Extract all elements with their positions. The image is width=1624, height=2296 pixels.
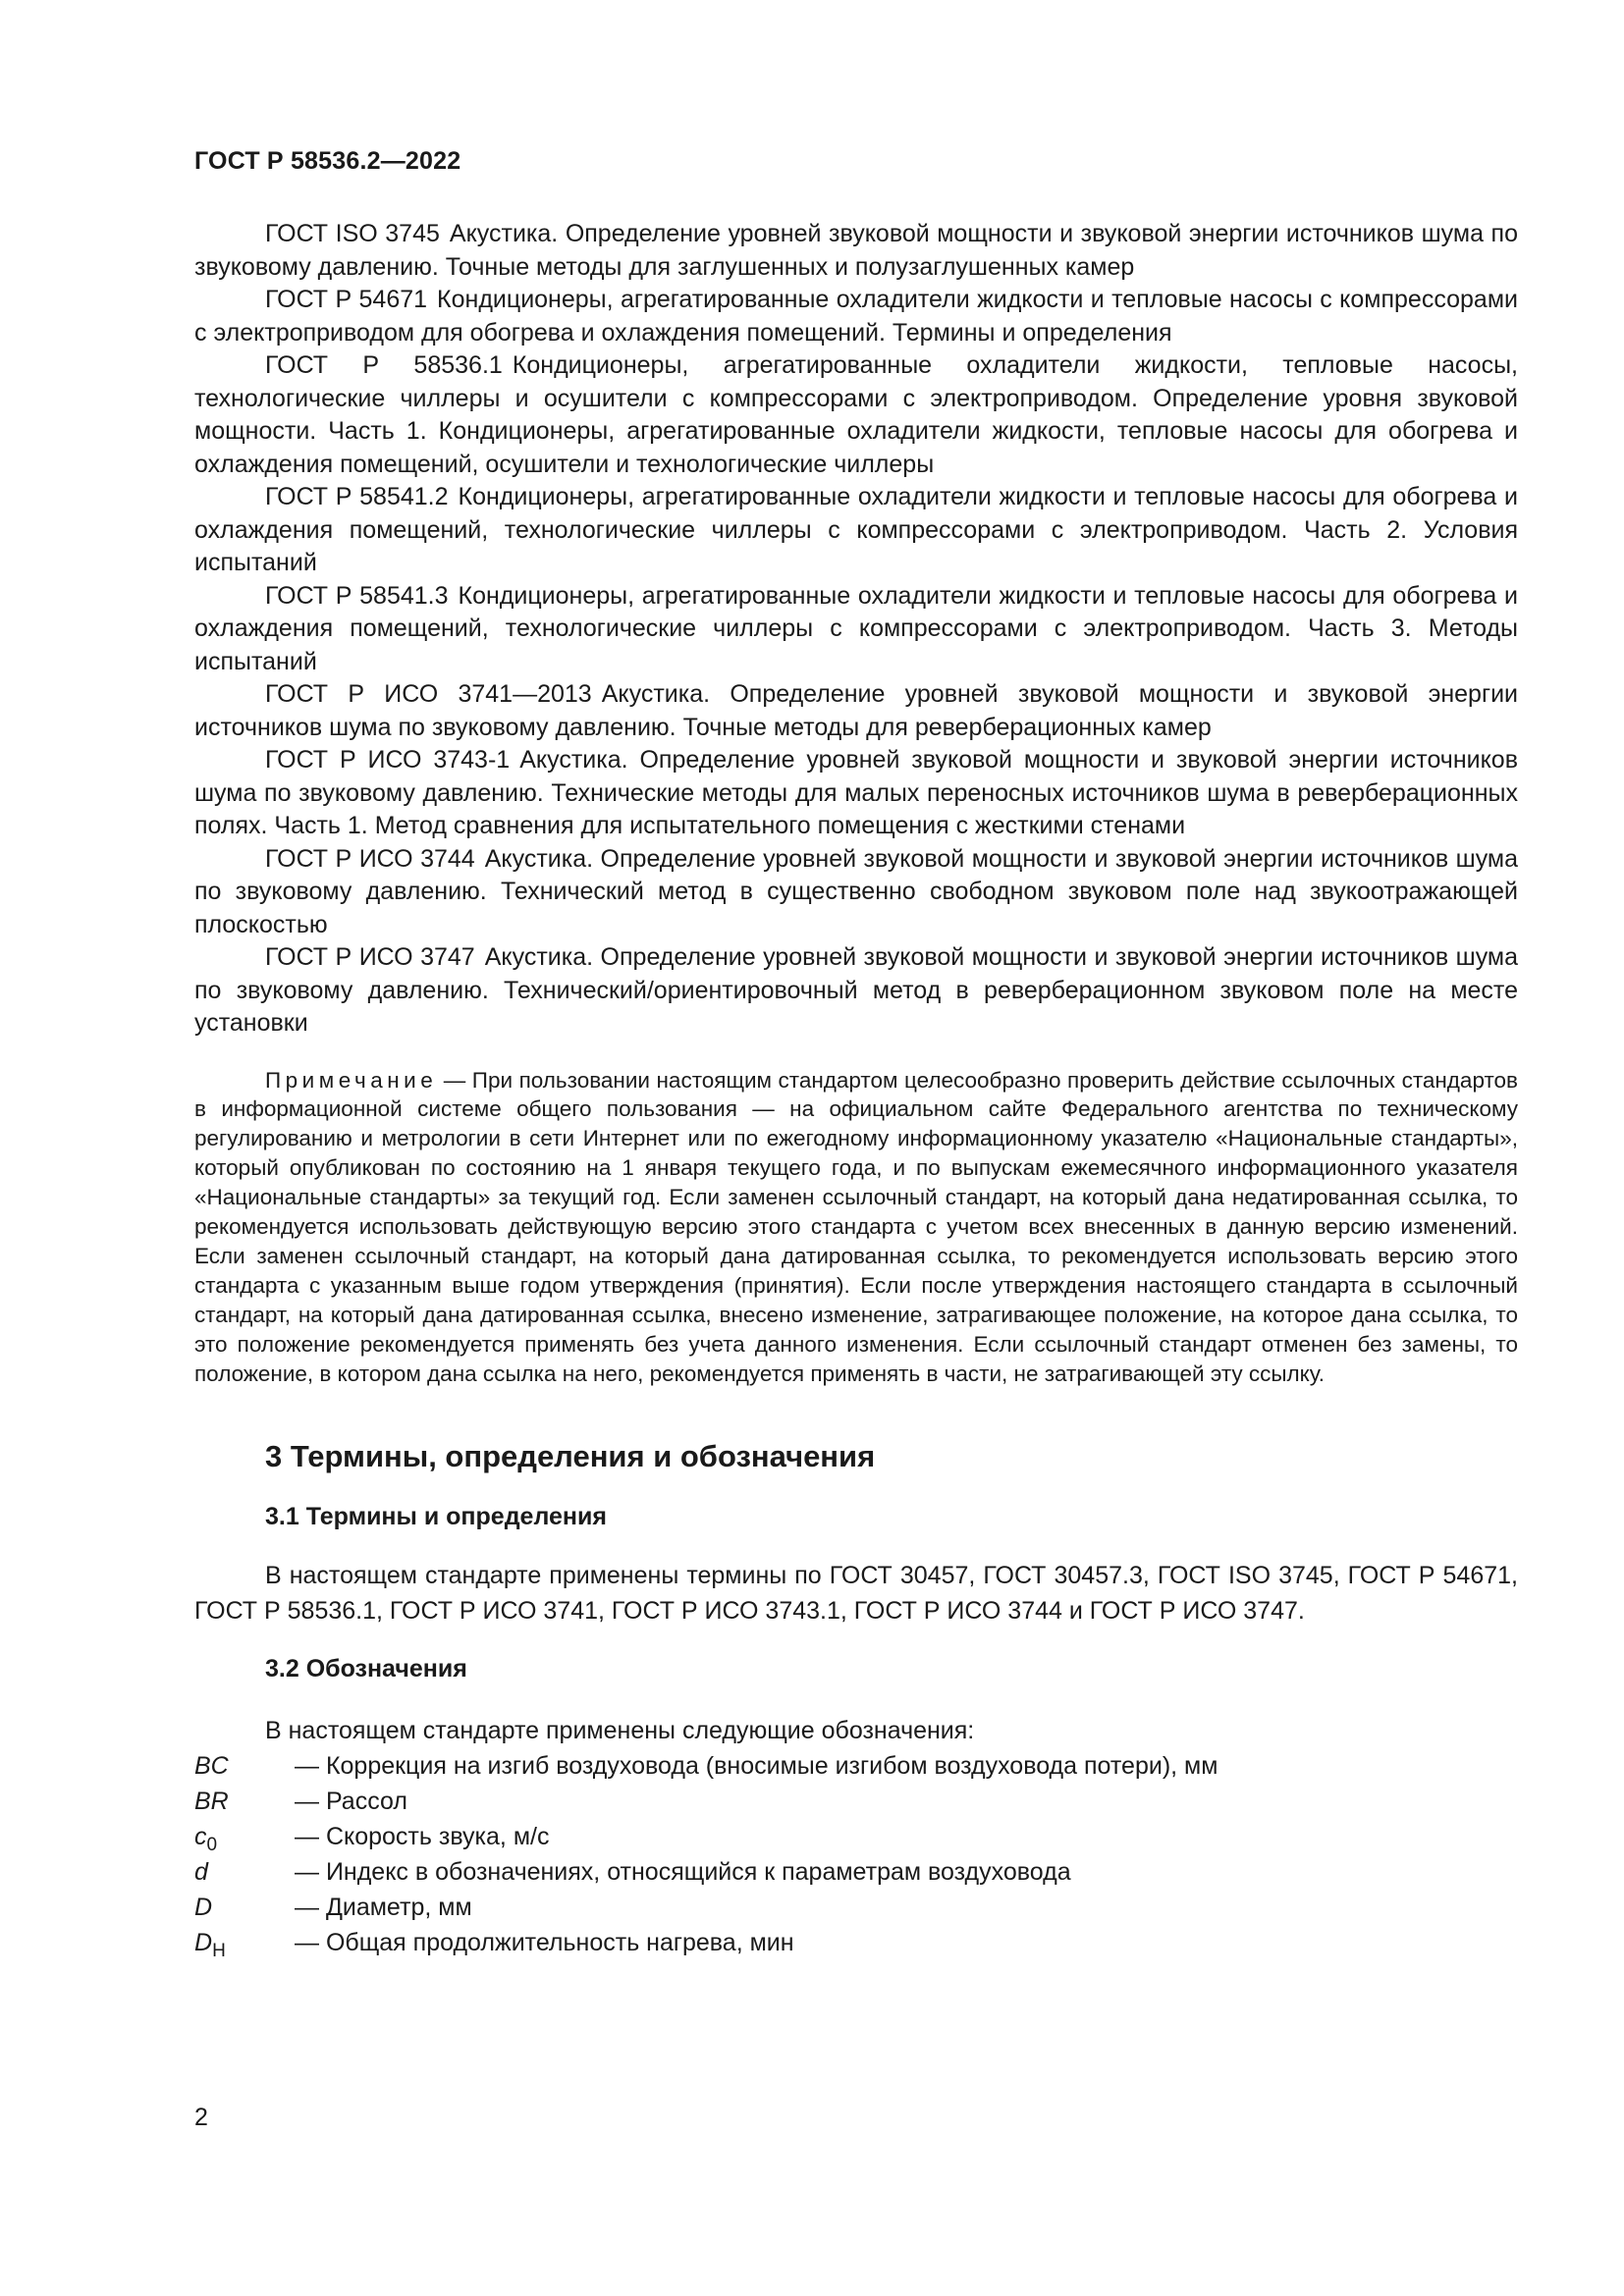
reference-text: Кондиционеры, агрегатированные охладители жидкости и тепловые насосы с компрессорами с электроприводом для обогрева и охлаждения помещений. Термины и определения xyxy=(194,286,1518,347)
reference-code: ГОСТ ISO 3745 xyxy=(265,220,440,247)
document-header: ГОСТ Р 58536.2—2022 xyxy=(194,147,461,175)
document-page xyxy=(194,147,1518,1960)
reference-text: Кондиционеры, агрегатированные охладители жидкости и тепловые насосы для обогрева и охлаждения помещений, технологические чиллеры с компрессорами с электроприводом. Часть 3. Методы испытаний xyxy=(194,581,1518,675)
reference-code: ГОСТ Р 54671 xyxy=(265,286,428,313)
symbol-row xyxy=(194,1748,1518,1784)
symbol: $c_0$ xyxy=(194,1823,218,1856)
symbol-definition: — Индекс в обозначениях, относящийся к параметрам воздуховода xyxy=(295,1858,1071,1887)
reference-code: ГОСТ Р 58541.2 xyxy=(265,483,449,510)
reference-item xyxy=(194,284,1518,349)
symbol-row xyxy=(194,1925,1518,1960)
symbol: BC xyxy=(194,1752,229,1781)
reference-code: ГОСТ Р 58541.3 xyxy=(265,581,449,610)
reference-code: ГОСТ Р ИСО 3741—2013 xyxy=(265,680,592,708)
reference-text: Акустика. Определение уровней звуковой мощности и звуковой энергии источников шума по звуковому давлению. Технический/ориентировочный метод в реверберационном звуковом поле на месте установки xyxy=(194,943,1518,1037)
reference-text: Акустика. Определение уровней звуковой мощности и звуковой энергии источников шума по звуковому давлению. Технический метод в существенно свободном звуковом поле над звукоотражающей плоскостью xyxy=(194,844,1518,938)
symbol: BR xyxy=(194,1788,229,1816)
symbol-definition: — Общая продолжительность нагрева, мин xyxy=(295,1929,794,1957)
subsection-title-terms: 3.1 Термины и определения xyxy=(265,1503,607,1531)
reference-item xyxy=(194,941,1518,1041)
reference-code: ГОСТ Р ИСО 3743-1 xyxy=(265,746,511,774)
symbol-row xyxy=(194,1890,1518,1925)
reference-text: Акустика. Определение уровней звуковой мощности и звуковой энергии источников шума по звуковому давлению. Технические методы для малых переносных источников шума в реверберационных полях. Часть 1. Метод сравнения для испытательного помещения с жесткими стенами xyxy=(194,746,1518,839)
reference-item xyxy=(194,481,1518,580)
reference-text: Акустика. Определение уровней звуковой мощности и звуковой энергии источников шума по звуковому давлению. Точные методы для реверберационных камер xyxy=(194,680,1518,741)
reference-code: ГОСТ Р 58536.1 xyxy=(265,351,503,379)
reference-item xyxy=(194,218,1518,284)
symbol-row xyxy=(194,1819,1518,1854)
reference-text: Кондиционеры, агрегатированные охладители жидкости, тепловые насосы, технологические чиллеры и осушители с компрессорами с электроприводом. Определение уровня звуковой мощности. Часть 1. Кондиционеры, агрегатированные охладители жидкости, тепловые насосы для обогрева и охлаждения помещений, осушители и технологические чиллеры xyxy=(194,351,1519,478)
symbol-row xyxy=(194,1784,1518,1819)
reference-item xyxy=(194,843,1518,942)
symbol: $D_H$ xyxy=(194,1929,226,1962)
reference-item xyxy=(194,744,1518,843)
reference-text: Акустика. Определение уровней звуковой мощности и звуковой энергии источников шума по звуковому давлению. Точные методы для заглушенных и полузаглушенных камер xyxy=(194,220,1518,281)
normative-references-list xyxy=(194,218,1518,1041)
symbols-list xyxy=(194,1748,1518,1960)
note-text: — При пользовании настоящим стандартом целесообразно проверить действие ссылочных стандартов в информационной системе общего пользования — на официальном сайте Федерального агентства по техническому регулированию и метрологии в сети Интернет или по ежегодному информационному указателю «Национальные стандарты», который опубликован по состоянию на 1 января текущего года, и по выпускам ежемесячного информационного указателя «Национальные стандарты» за текущий год. Если заменен ссылочный стандарт, на который дана недатированная ссылка, то рекомендуется использовать действующую версию этого стандарта с учетом всех внесенных в данную версию изменений. Если заменен ссылочный стандарт, на который дана датированная ссылка, то рекомендуется использовать версию этого стандарта с указанным выше годом утверждения (принятия). Если после утверждения настоящего стандарта в ссылочный стандарт, на который дана датированная ссылка, внесено изменение, затрагивающее положение, на которое дана ссылка, то это положение рекомендуется применять без учета данного изменения. Если ссылочный стандарт отменен без замены, то положение, в котором дана ссылка на него, рекомендуется применять в части, не затрагивающей эту ссылку. xyxy=(194,1067,1518,1386)
reference-item xyxy=(194,349,1518,481)
symbol: d xyxy=(194,1858,208,1887)
symbol-definition: — Диаметр, мм xyxy=(295,1894,472,1922)
symbol: D xyxy=(194,1894,213,1922)
symbol-definition: — Коррекция на изгиб воздуховода (вносимые изгибом воздуховода потери), мм xyxy=(295,1752,1218,1781)
note-label: Примечание xyxy=(265,1067,438,1093)
section-title: 3 Термины, определения и обозначения xyxy=(265,1439,876,1474)
symbol-definition: — Скорость звука, м/с xyxy=(295,1823,550,1851)
reference-item xyxy=(194,580,1518,679)
symbol-row xyxy=(194,1854,1518,1890)
symbol-definition: — Рассол xyxy=(295,1788,407,1816)
reference-text: Кондиционеры, агрегатированные охладители жидкости и тепловые насосы для обогрева и охлаждения помещений, технологические чиллеры с компрессорами с электроприводом. Часть 2. Условия испытаний xyxy=(194,483,1518,576)
reference-item xyxy=(194,678,1518,744)
note-block xyxy=(194,1066,1518,1389)
symbols-intro: В настоящем стандарте применены следующие обозначения: xyxy=(265,1717,975,1745)
subsection-title-symbols: 3.2 Обозначения xyxy=(265,1655,467,1683)
page-number: 2 xyxy=(194,2104,208,2131)
terms-paragraph: В настоящем стандарте применены термины по ГОСТ 30457, ГОСТ 30457.3, ГОСТ ISO 3745, ГОСТ Р 54671, ГОСТ Р 58536.1, ГОСТ Р ИСО 3741, ГОСТ Р ИСО 3743.1, ГОСТ Р ИСО 3744 и ГОСТ Р ИСО 3747. xyxy=(194,1562,1518,1626)
reference-code: ГОСТ Р ИСО 3744 xyxy=(265,844,475,873)
reference-code: ГОСТ Р ИСО 3747 xyxy=(265,943,475,971)
